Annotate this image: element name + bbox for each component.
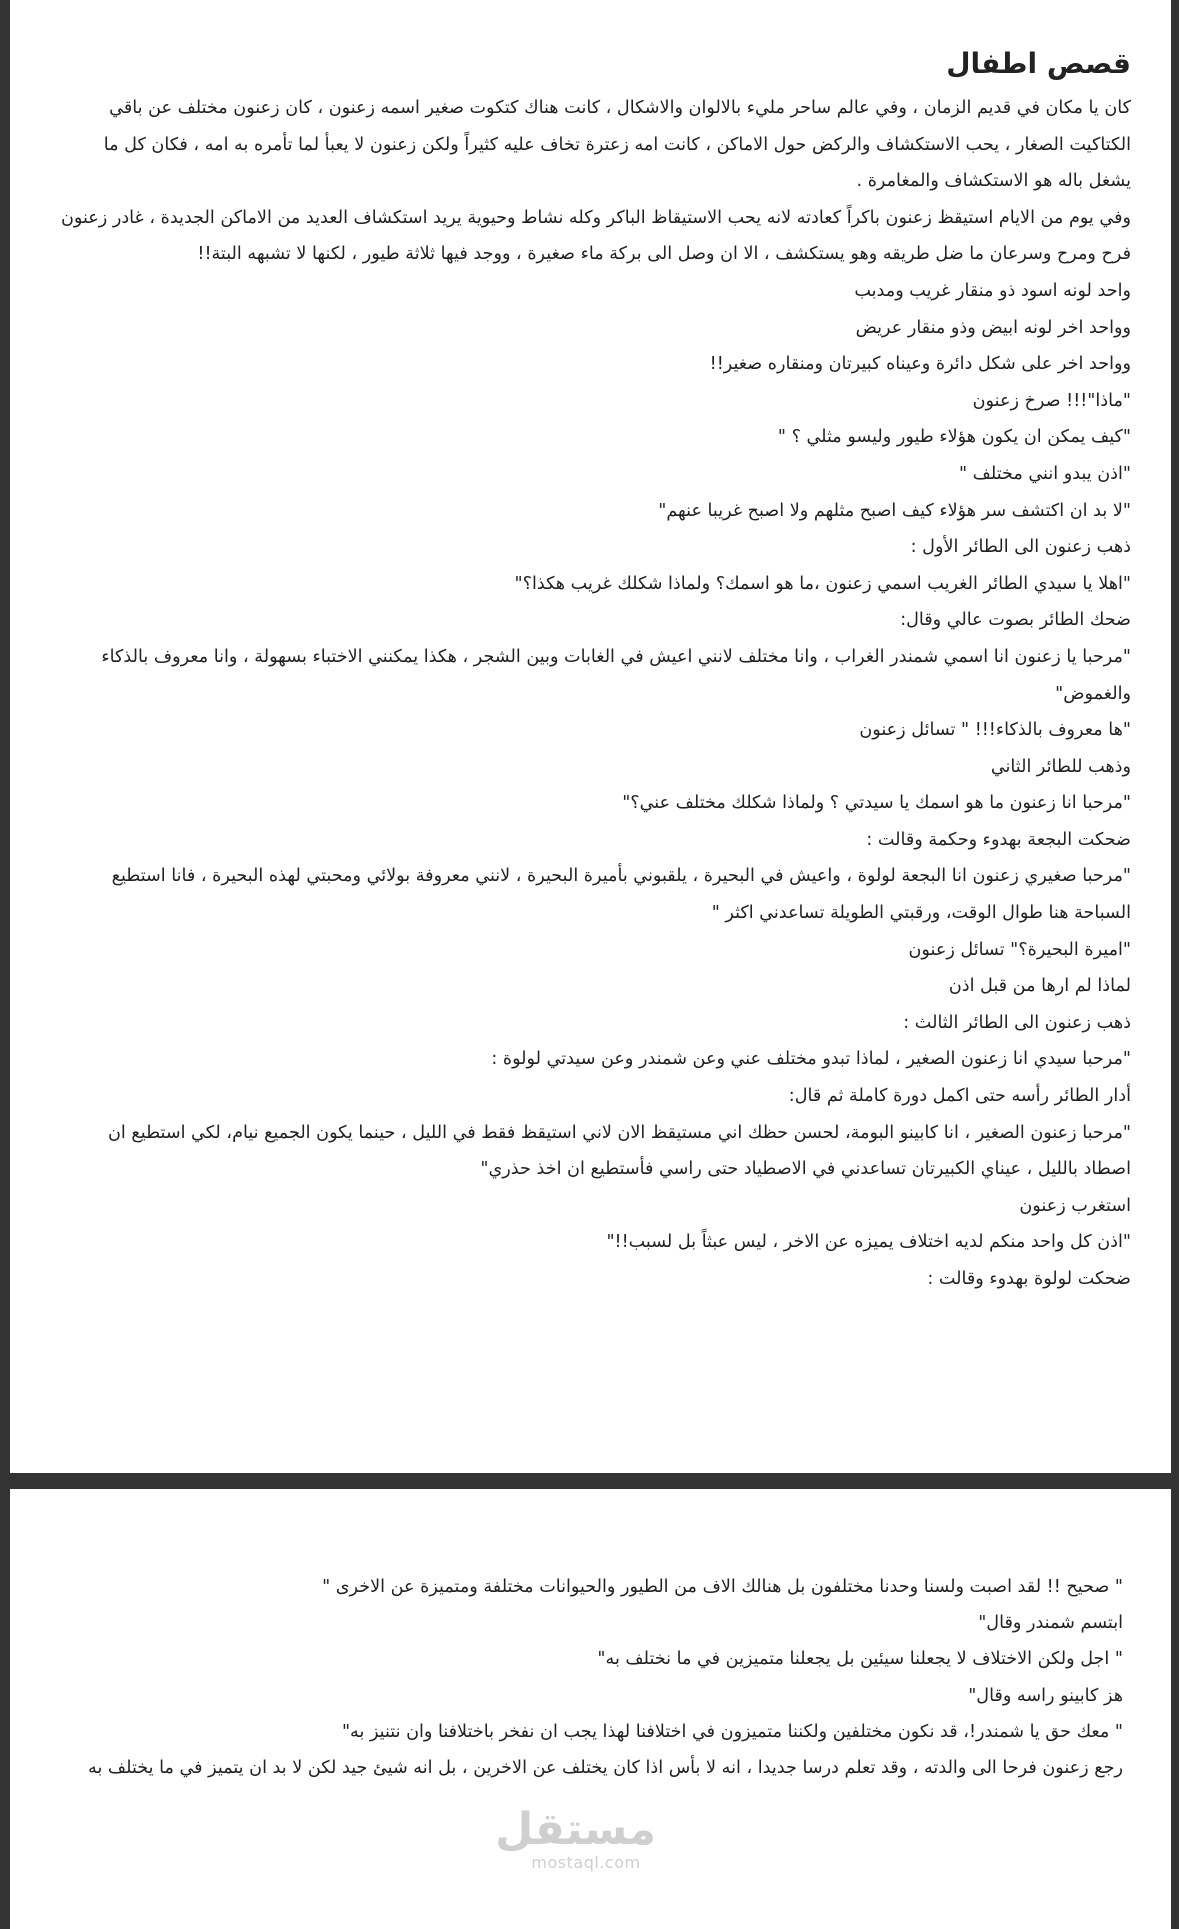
story-paragraph: رجع زعنون فرحا الى والدته ، وقد تعلم درسا جديدا ، انه لا بأس اذا كان يختلف عن الاخرين ، بل انه شيئ جيد لكن لا بد ان يتميز في ما يختلف به xyxy=(88,1758,1123,1779)
story-paragraph: " اجل ولكن الاختلاف لا يجعلنا سيئين بل يجعلنا متميزين في ما نختلف به" xyxy=(597,1649,1123,1670)
story-paragraph: لماذا لم ارها من قبل اذن xyxy=(948,976,1131,997)
story-paragraph: وذهب للطائر الثاني xyxy=(990,756,1131,777)
story-paragraph: " صحيح !! لقد اصبت ولسنا وحدنا مختلفون بل هنالك الاف من الطيور والحيوانات مختلفة ومتميزة عن الاخرى " xyxy=(322,1577,1123,1597)
story-paragraph: "مرحبا سيدي انا زعنون الصغير ، لماذا تبدو مختلف عني وعن شمندر وعن سيدتي لولوة : xyxy=(491,1049,1131,1070)
story-paragraph: ابتسم شمندر وقال" xyxy=(978,1613,1123,1634)
watermark-latin: mostaql.com xyxy=(531,1853,641,1872)
watermark-arabic: مستقل xyxy=(495,1804,656,1855)
story-page-1 xyxy=(10,0,1171,1473)
story-paragraph: "كيف يمكن ان يكون هؤلاء طيور وليسو مثلي ؟ " xyxy=(777,427,1131,448)
story-paragraph: ضحك الطائر بصوت عالي وقال: xyxy=(900,610,1131,631)
story-paragraph: "ها معروف بالذكاء!!! " تسائل زعنون xyxy=(859,720,1131,741)
story-paragraph: "اميرة البحيرة؟" تسائل زعنون xyxy=(908,939,1131,960)
story-paragraph: ذهب زعنون الى الطائر الثالث : xyxy=(903,1012,1131,1033)
story-title: قصص اطفال xyxy=(946,47,1131,80)
story-paragraph: ضحكت البجعة بهدوء وحكمة وقالت : xyxy=(866,829,1131,850)
story-paragraph: "مرحبا يا زعنون انا اسمي شمندر الغراب ، وانا مختلف لانني اعيش في الغابات وبين الشجر ، هكذا يمكنني الاختباء بسهولة ، وانا معروف بالذكاء والغموض" xyxy=(101,646,1131,704)
story-body-continued xyxy=(70,1569,1123,1786)
story-page-2 xyxy=(10,1489,1171,1929)
story-paragraph: أدار الطائر رأسه حتى اكمل دورة كاملة ثم قال: xyxy=(788,1086,1131,1107)
story-paragraph: كان يا مكان في قديم الزمان ، وفي عالم ساحر مليء بالالوان والاشكال ، كانت هناك كتكوت صغير اسمه زعنون ، كان زعنون مختلف عن باقي الكتاكيت الصغار ، يحب الاستكشاف والركض حول الاماكن ، كانت امه زعترة تخاف عليه كثيراً ولكن زعنون لا يعبأ لما تأمره به امه ، فكان كل ما يشغل باله هو الاستكشاف والمغامرة . xyxy=(103,98,1131,192)
story-paragraph: وفي يوم من الايام استيقظ زعنون باكراً كعادته لانه يحب الاستيقاظ الباكر وكله نشاط وحيوية يريد استكشاف العديد من الاماكن الجديدة ، غادر زعنون فرح ومرح وسرعان ما ضل طريقه وهو يستكشف ، الا ان وصل الى بركة ماء صغيرة ، ووجد فيها ثلاثة طيور ، لكنها لا تشبهه البتة!! xyxy=(60,207,1131,265)
story-paragraph: " معك حق يا شمندر!، قد نكون مختلفين ولكننا متميزون في اختلافنا لهذا يجب ان نفخر باختلافنا وان نتنيز به" xyxy=(341,1721,1123,1742)
story-paragraph: "مرحبا انا زعنون ما هو اسمك يا سيدتي ؟ ولماذا شكلك مختلف عني؟" xyxy=(622,793,1131,814)
story-paragraph: استغرب زعنون xyxy=(1019,1195,1131,1216)
story-paragraph: "اذن يبدو انني مختلف " xyxy=(958,463,1131,484)
story-paragraph: "اهلا يا سيدي الطائر الغريب اسمي زعنون ،ما هو اسمك؟ ولماذا شكلك غريب هكذا؟" xyxy=(514,573,1131,594)
story-paragraph: "اذن كل واحد منكم لديه اختلاف يميزه عن الاخر ، ليس عبثاً بل لسبب!!" xyxy=(606,1232,1131,1253)
story-paragraph: "مرحبا صغيري زعنون انا البجعة لولوة ، واعيش في البحيرة ، يلقبوني بأميرة البحيرة ، لانني معروفة بولائي ومحبتي لهذه البحيرة ، فانا استطيع السباحة هنا طوال الوقت، ورقبتي الطويلة تساعدني اكثر " xyxy=(111,866,1131,924)
story-paragraph: وواحد اخر لونه ابيض وذو منقار عريض xyxy=(855,317,1131,338)
story-paragraph: ضحكت لولوة بهدوء وقالت : xyxy=(927,1269,1131,1289)
story-paragraph: "لا بد ان اكتشف سر هؤلاء كيف اصبح مثلهم ولا اصبح غريبا عنهم" xyxy=(658,500,1131,521)
story-body xyxy=(60,90,1131,1298)
story-paragraph: هز كابينو راسه وقال" xyxy=(968,1685,1123,1706)
story-paragraph: ذهب زعنون الى الطائر الأول : xyxy=(910,537,1131,558)
story-paragraph: وواحد اخر على شكل دائرة وعيناه كبيرتان ومنقاره صغير!! xyxy=(709,354,1131,375)
mostaql-watermark-logo xyxy=(495,1804,656,1873)
story-paragraph: "ماذا"!!! صرخ زعنون xyxy=(972,390,1131,411)
story-paragraph: "مرحبا زعنون الصغير ، انا كابينو البومة، لحسن حظك اني مستيقظ الان لاني استيقظ فقط في الليل ، حينما يكون الجميع نيام، لكي استطيع ان اصطاد بالليل ، عيناي الكبيرتان تساعدني في الاصطياد حتى راسي فأستطيع ان اخذ حذري" xyxy=(108,1122,1131,1180)
story-paragraph: واحد لونه اسود ذو منقار غريب ومدبب xyxy=(854,280,1131,301)
